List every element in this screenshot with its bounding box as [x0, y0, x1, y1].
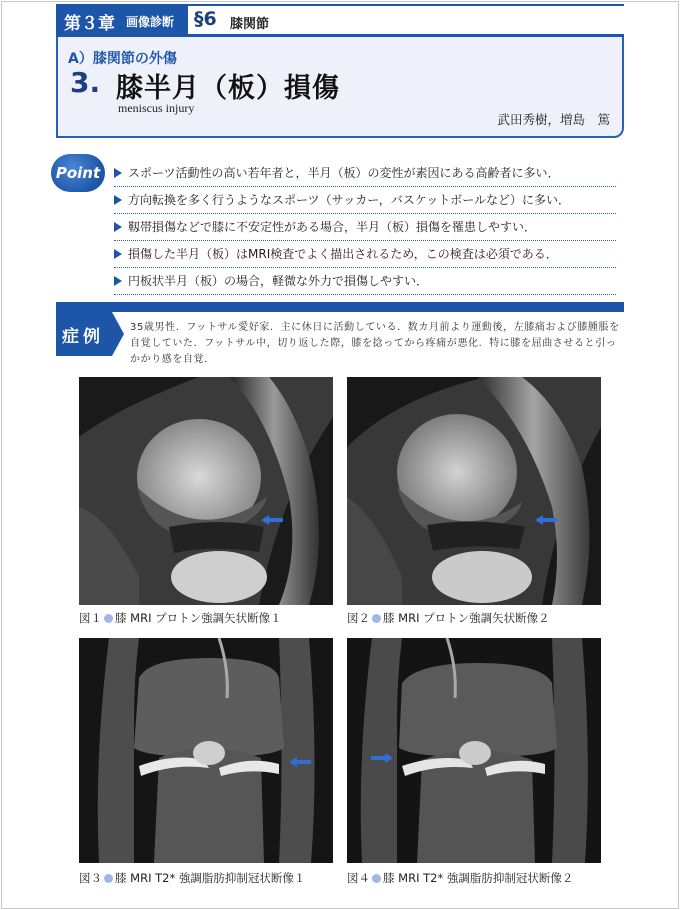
mri-image-1: [79, 377, 333, 605]
list-item: [114, 160, 616, 187]
mri-image-3: [79, 638, 333, 863]
triangle-bullet-icon: [114, 249, 122, 259]
section-underline: [56, 34, 624, 37]
figure-caption-text: 膝 MRI T2* 強調脂肪抑制冠状断像１: [115, 871, 306, 885]
point-badge: Point: [51, 154, 105, 192]
arrow-right-icon: [369, 752, 393, 764]
figure-caption-text: 膝 MRI プロトン強調矢状断像２: [383, 611, 550, 625]
title-english: meniscus injury: [118, 101, 195, 115]
chapter-tab: [56, 4, 188, 36]
triangle-bullet-icon: [114, 195, 122, 205]
dot-icon: [104, 614, 113, 623]
point-text: 方向転換を多く行うようなスポーツ（サッカー，バスケットボールなど）に多い．: [128, 193, 570, 207]
section-number: §6: [194, 8, 217, 30]
case-badge: [56, 312, 112, 356]
case-badge-label: 症例: [62, 327, 104, 347]
mri-image-2: [347, 377, 601, 605]
chapter-label: 第３章: [64, 14, 115, 34]
figure-label: 図４: [347, 871, 370, 885]
point-list: [114, 160, 616, 295]
subhead: A）膝関節の外傷: [68, 51, 177, 67]
arrow-left-icon: [535, 514, 559, 526]
case-description: 35歳男性．フットサル愛好家．主に休日に活動している．数カ月前より運動後，左膝痛および膝腫脹を自覚していた．フットサル中，切り返した際，膝を捻ってから疼痛が悪化．特に膝を屈曲させると引っかかり感を自覚．: [130, 322, 620, 365]
list-item: [114, 268, 616, 295]
figure-caption-3: [79, 870, 305, 886]
mri-image-4: [347, 638, 601, 863]
dot-icon: [104, 874, 113, 883]
figure-label: 図１: [79, 611, 102, 625]
point-text: 円板状半月（板）の場合，軽微な外力で損傷しやすい．: [128, 274, 429, 288]
triangle-bullet-icon: [114, 168, 122, 178]
arrow-left-icon: [261, 514, 285, 526]
list-item: [114, 214, 616, 241]
dot-icon: [372, 614, 381, 623]
triangle-bullet-icon: [114, 222, 122, 232]
dot-icon: [372, 874, 381, 883]
arrow-left-icon: [289, 756, 313, 768]
point-text: 損傷した半月（板）はMRI検査でよく描出されるため，この検査は必須である．: [128, 247, 558, 261]
figure-caption-1: [79, 610, 282, 626]
triangle-bullet-icon: [114, 276, 122, 286]
figure-caption-4: [347, 870, 573, 886]
case-bar: [56, 302, 624, 312]
list-item: [114, 241, 616, 268]
figure-caption-text: 膝 MRI プロトン強調矢状断像１: [115, 611, 282, 625]
title-number: 3.: [70, 66, 101, 99]
point-text: スポーツ活動性の高い若年者と，半月（板）の変性が素因にある高齢者に多い．: [128, 166, 560, 180]
authors: 武田秀樹，増島 篤: [497, 112, 610, 127]
figure-caption-2: [347, 610, 550, 626]
section-title: 膝関節: [230, 17, 270, 32]
chapter-sub: 画像診断: [126, 15, 175, 29]
page-title: 膝半月（板）損傷: [116, 73, 340, 104]
figure-label: 図３: [79, 871, 102, 885]
list-item: [114, 187, 616, 214]
point-text: 靱帯損傷などで膝に不安定性がある場合，半月（板）損傷を罹患しやすい．: [128, 220, 537, 234]
section-tab: [188, 4, 624, 36]
figure-caption-text: 膝 MRI T2* 強調脂肪抑制冠状断像２: [383, 871, 574, 885]
figure-label: 図２: [347, 611, 370, 625]
